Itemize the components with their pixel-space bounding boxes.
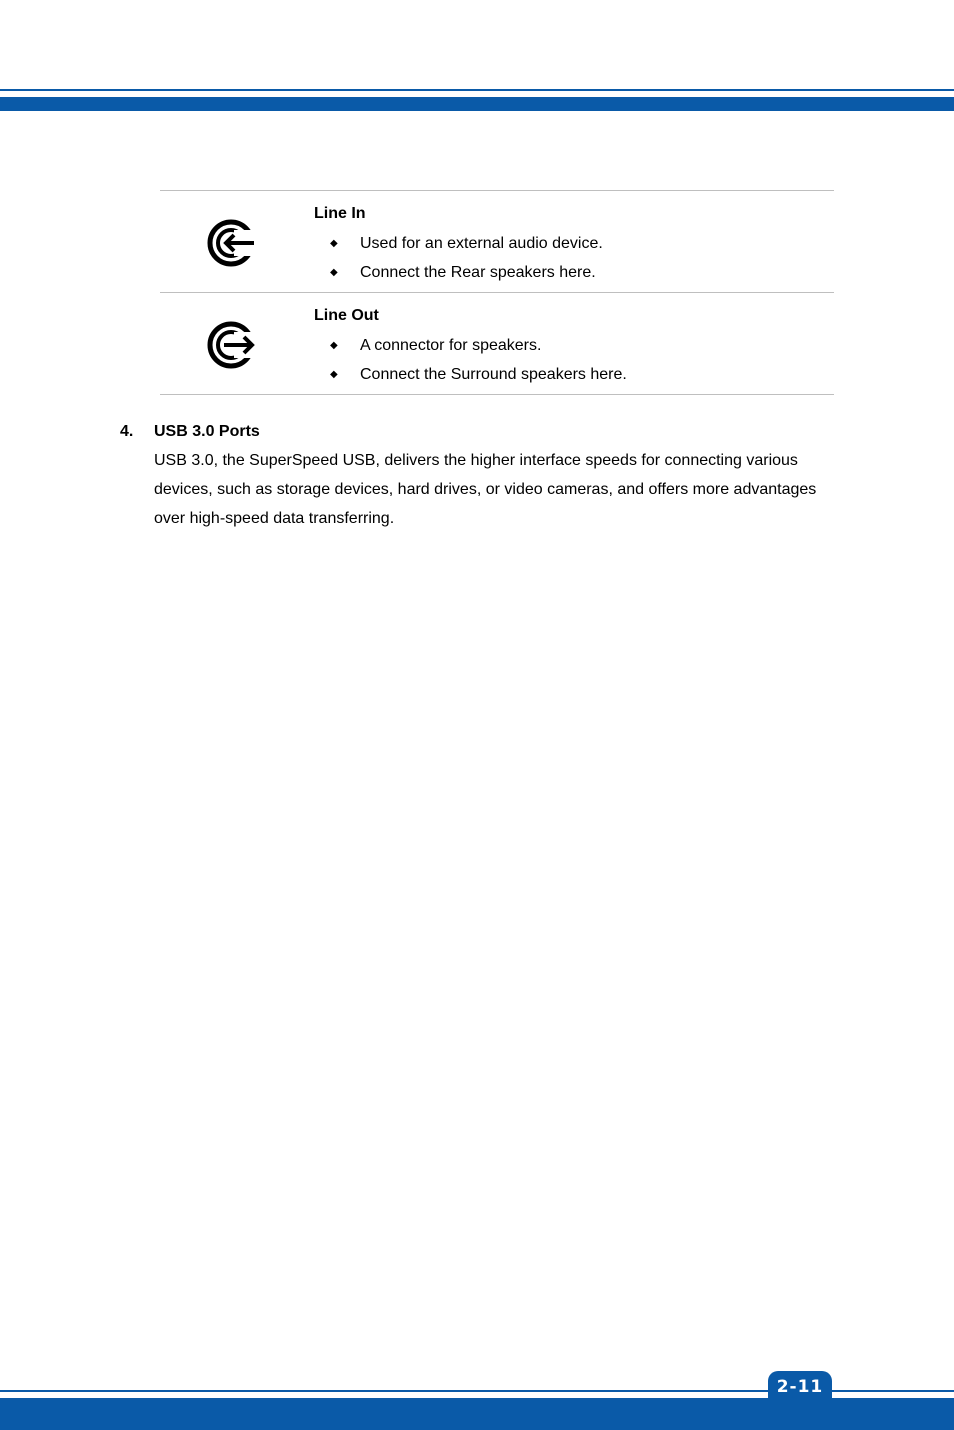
diamond-bullet-icon: ◆ [330, 340, 338, 351]
diamond-bullet-icon: ◆ [330, 238, 338, 249]
list-item: ◆ A connector for speakers. [330, 331, 627, 360]
footer-thick-rule [0, 1398, 954, 1430]
port-title: Line In [314, 205, 366, 222]
port-row-line-in [160, 191, 834, 293]
diamond-bullet-icon: ◆ [330, 267, 338, 278]
port-bullet-list [330, 331, 627, 389]
line-out-icon [204, 318, 258, 372]
audio-port-table [160, 190, 834, 395]
header-thin-rule [0, 89, 954, 91]
page-number-badge: 2-11 [768, 1371, 832, 1401]
header-thick-rule [0, 97, 954, 111]
list-item: ◆ Used for an external audio device. [330, 229, 603, 258]
list-item: ◆ Connect the Rear speakers here. [330, 258, 603, 287]
section-title: USB 3.0 Ports [154, 423, 260, 440]
section-body: USB 3.0, the SuperSpeed USB, delivers the higher interface speeds for connecting various devices, such as storage devices, hard drives, or video cameras, and offers more advantages over high-speed data transferring. [154, 452, 817, 527]
port-title: Line Out [314, 307, 379, 324]
list-item: ◆ Connect the Surround speakers here. [330, 360, 627, 389]
port-row-line-out [160, 293, 834, 395]
port-bullet-list [330, 229, 603, 287]
line-in-icon [204, 216, 258, 270]
diamond-bullet-icon: ◆ [330, 369, 338, 380]
section-number: 4. [120, 423, 134, 440]
